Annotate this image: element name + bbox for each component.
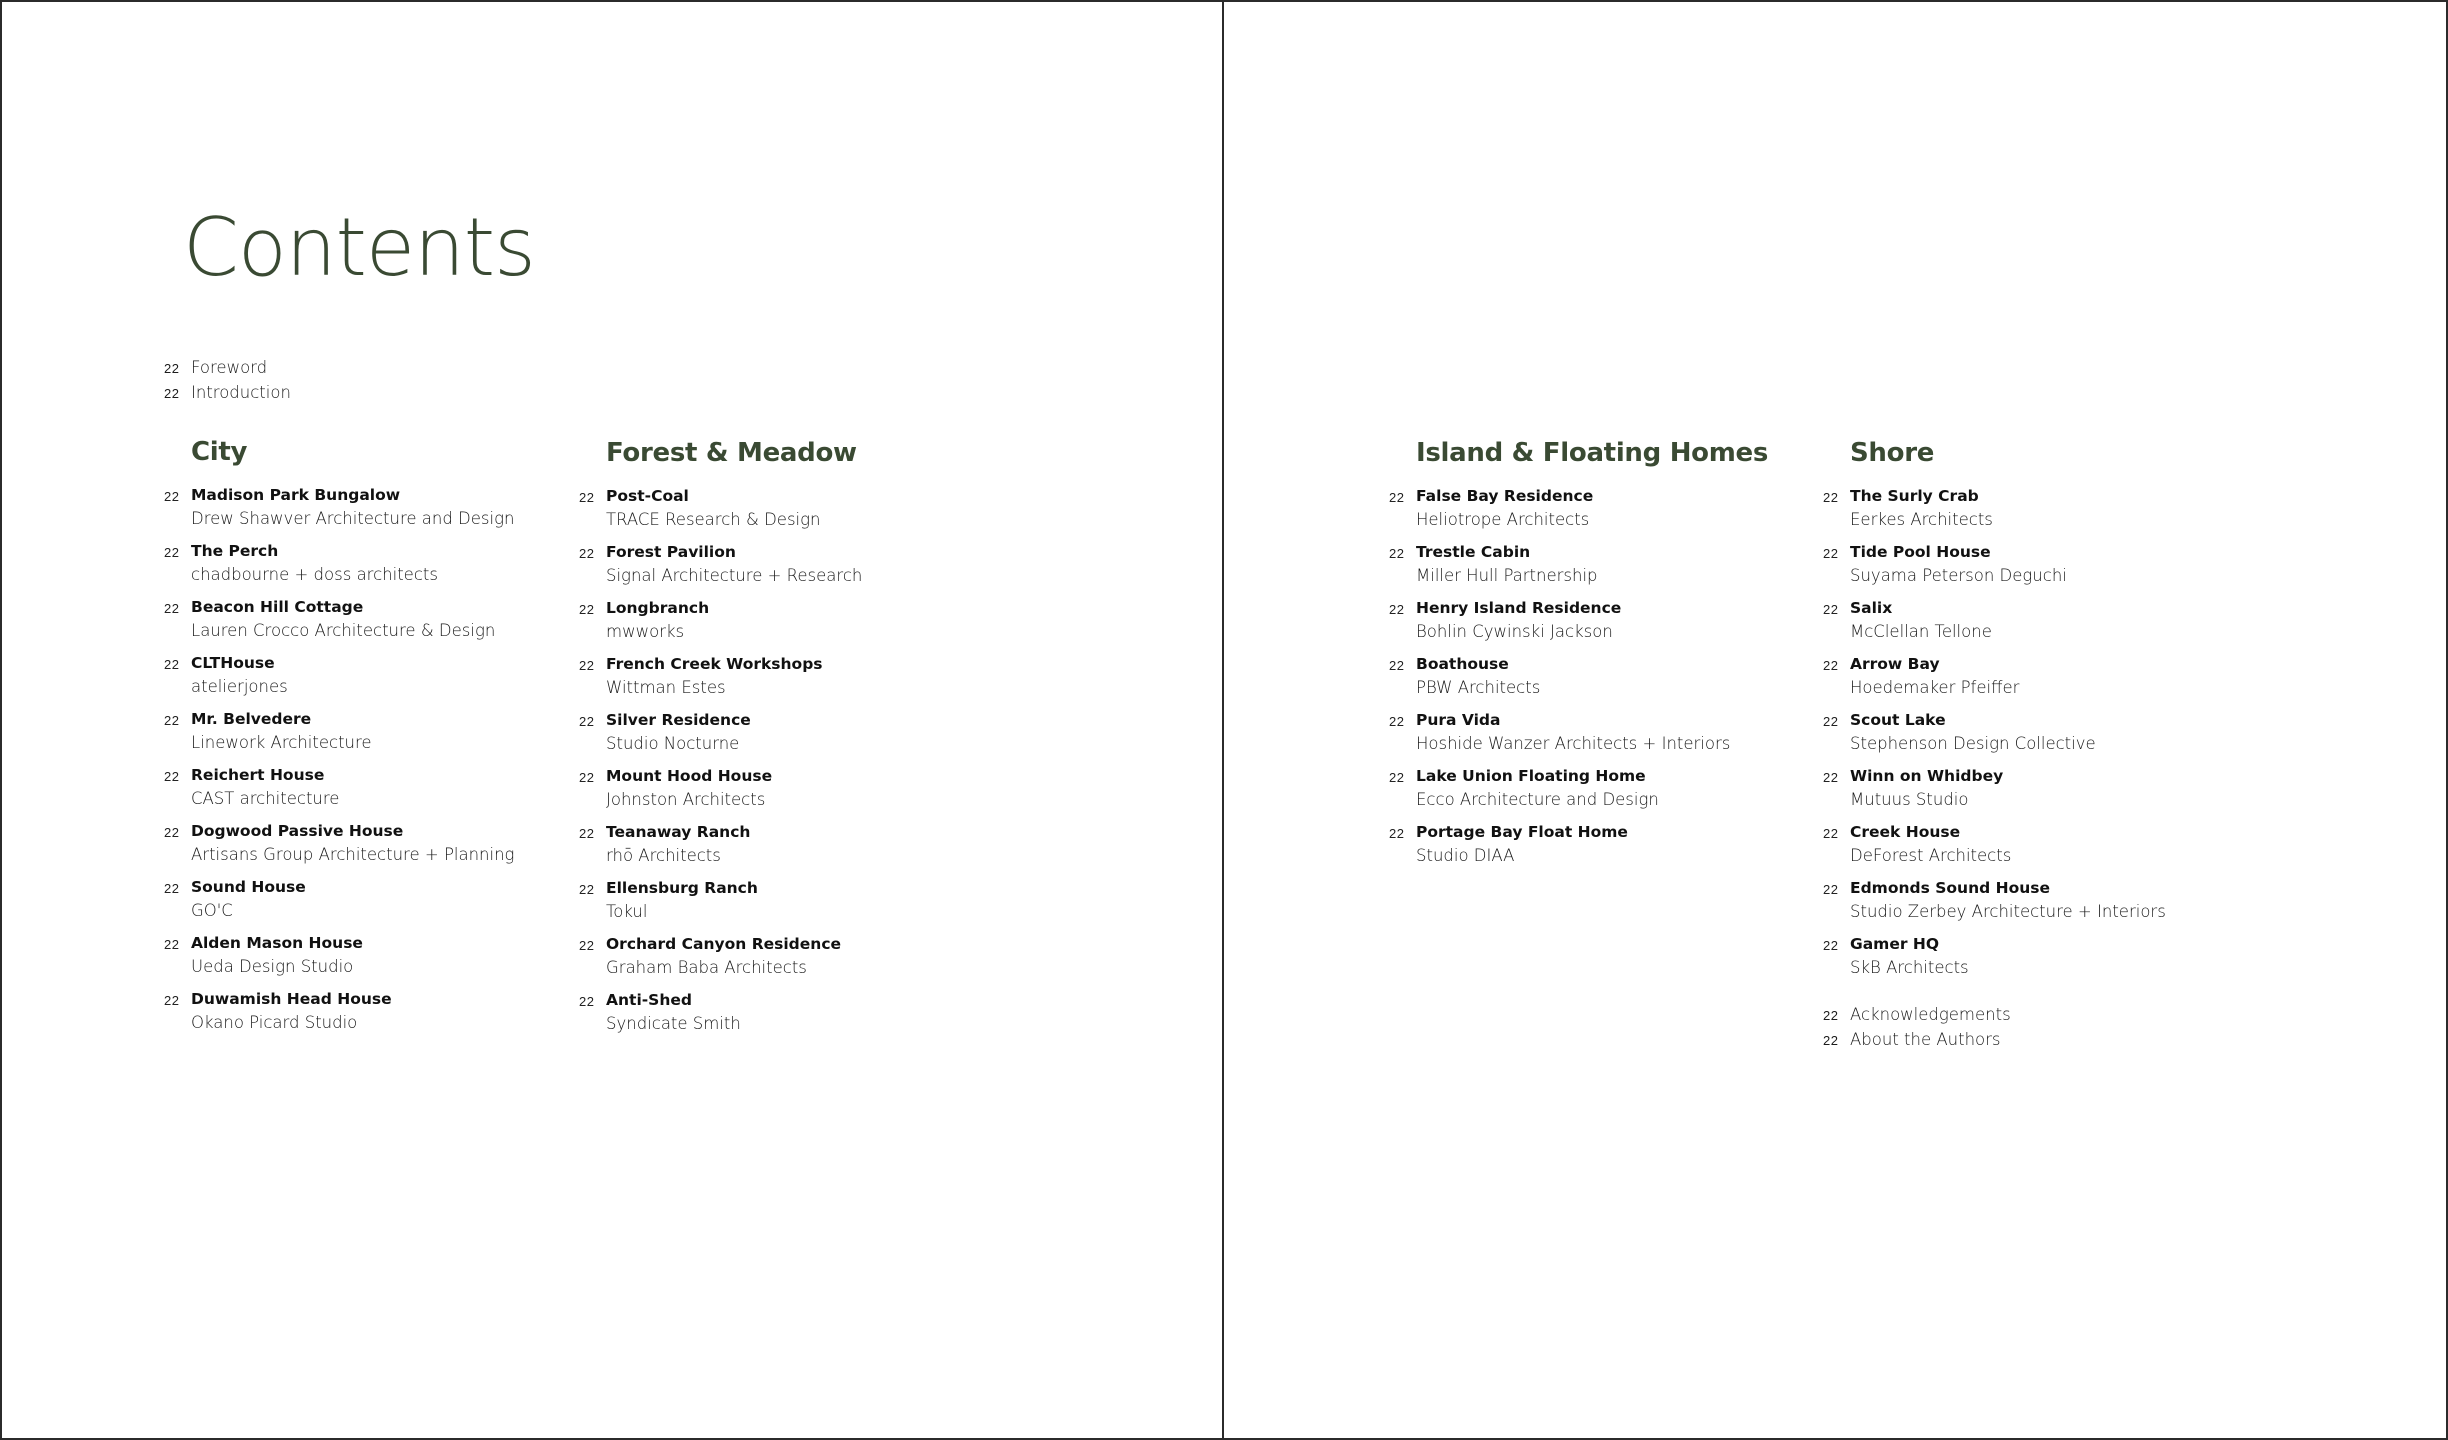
architect-name: Okano Picard Studio bbox=[191, 1013, 358, 1032]
back-matter-item[interactable] bbox=[1823, 1030, 2011, 1055]
architect-name: mwworks bbox=[606, 622, 685, 641]
page-number: 22 bbox=[579, 602, 595, 617]
architect-name: CAST architecture bbox=[191, 789, 340, 808]
project-name: Creek House bbox=[1850, 823, 1961, 841]
toc-entry[interactable] bbox=[1823, 543, 2166, 599]
architect-name: Ueda Design Studio bbox=[191, 957, 354, 976]
project-name: Arrow Bay bbox=[1850, 655, 1940, 673]
page-number: 22 bbox=[579, 882, 595, 897]
page-number: 22 bbox=[579, 546, 595, 561]
architect-name: atelierjones bbox=[191, 677, 288, 696]
architect-name: Syndicate Smith bbox=[606, 1014, 741, 1033]
project-name: Lake Union Floating Home bbox=[1416, 767, 1646, 785]
project-name: Mount Hood House bbox=[606, 767, 773, 785]
architect-name: Linework Architecture bbox=[191, 733, 372, 752]
front-matter-item[interactable] bbox=[164, 358, 291, 383]
front-matter-label: Foreword bbox=[191, 358, 268, 377]
section-island-floating-homes bbox=[1389, 440, 1768, 879]
page-number: 22 bbox=[579, 714, 595, 729]
section-heading: City bbox=[191, 437, 248, 467]
architect-name: Hoshide Wanzer Architects + Interiors bbox=[1416, 734, 1731, 753]
architect-name: Studio Zerbey Architecture + Interiors bbox=[1850, 902, 2166, 921]
architect-name: Studio DIAA bbox=[1416, 846, 1515, 865]
project-name: Beacon Hill Cottage bbox=[191, 598, 364, 616]
page-number: 22 bbox=[1823, 490, 1839, 505]
page-number: 22 bbox=[164, 601, 180, 616]
page-number: 22 bbox=[1823, 826, 1839, 841]
page-number: 22 bbox=[1823, 882, 1839, 897]
page-number: 22 bbox=[1823, 1033, 1839, 1048]
architect-name: Tokul bbox=[606, 902, 648, 921]
page-number: 22 bbox=[579, 994, 595, 1009]
project-name: Anti-Shed bbox=[606, 991, 692, 1009]
project-name: Salix bbox=[1850, 599, 1893, 617]
project-name: Silver Residence bbox=[606, 711, 751, 729]
front-matter-item[interactable] bbox=[164, 383, 291, 408]
toc-entry[interactable] bbox=[579, 599, 862, 655]
toc-entry[interactable] bbox=[1823, 599, 2166, 655]
page-number: 22 bbox=[1389, 770, 1405, 785]
toc-entry[interactable] bbox=[1389, 543, 1768, 599]
architect-name: Johnston Architects bbox=[606, 790, 766, 809]
toc-entry[interactable] bbox=[1823, 823, 2166, 879]
page-number: 22 bbox=[164, 993, 180, 1008]
page-number: 22 bbox=[1389, 658, 1405, 673]
page-number: 22 bbox=[1823, 602, 1839, 617]
project-name: Edmonds Sound House bbox=[1850, 879, 2051, 897]
section-shore bbox=[1823, 440, 2166, 991]
architect-name: rhō Architects bbox=[606, 846, 721, 865]
project-name: The Surly Crab bbox=[1850, 487, 1979, 505]
project-name: Madison Park Bungalow bbox=[191, 486, 401, 504]
architect-name: Mutuus Studio bbox=[1850, 790, 1969, 809]
section-heading: Forest & Meadow bbox=[606, 438, 857, 468]
architect-name: McClellan Tellone bbox=[1850, 622, 1992, 641]
toc-entry[interactable] bbox=[1823, 655, 2166, 711]
page-title: Contents bbox=[183, 201, 535, 294]
architect-name: Miller Hull Partnership bbox=[1416, 566, 1598, 585]
architect-name: Eerkes Architects bbox=[1850, 510, 1993, 529]
project-name: Duwamish Head House bbox=[191, 990, 392, 1008]
architect-name: TRACE Research & Design bbox=[606, 510, 821, 529]
page-number: 22 bbox=[1823, 1008, 1839, 1023]
toc-entry[interactable] bbox=[1389, 599, 1768, 655]
page-number: 22 bbox=[579, 490, 595, 505]
toc-entry[interactable] bbox=[1823, 935, 2166, 991]
toc-entry[interactable] bbox=[579, 879, 862, 935]
toc-entry[interactable] bbox=[164, 598, 514, 654]
architect-name: Bohlin Cywinski Jackson bbox=[1416, 622, 1613, 641]
project-name: Scout Lake bbox=[1850, 711, 1946, 729]
toc-entry[interactable] bbox=[1823, 879, 2166, 935]
project-name: Mr. Belvedere bbox=[191, 710, 312, 728]
project-name: Forest Pavilion bbox=[606, 543, 736, 561]
architect-name: SkB Architects bbox=[1850, 958, 1969, 977]
architect-name: Signal Architecture + Research bbox=[606, 566, 863, 585]
project-name: Post-Coal bbox=[606, 487, 689, 505]
page-number: 22 bbox=[579, 770, 595, 785]
section-heading: Shore bbox=[1850, 438, 1935, 468]
toc-entry[interactable] bbox=[164, 542, 514, 598]
page-number: 22 bbox=[164, 361, 180, 376]
architect-name: Stephenson Design Collective bbox=[1850, 734, 2096, 753]
project-name: Winn on Whidbey bbox=[1850, 767, 2004, 785]
page-number: 22 bbox=[1389, 546, 1405, 561]
section-city bbox=[164, 439, 514, 1046]
toc-entry[interactable] bbox=[1389, 711, 1768, 767]
page-number: 22 bbox=[1389, 826, 1405, 841]
architect-name: GO'C bbox=[191, 901, 233, 920]
toc-entry[interactable] bbox=[1389, 823, 1768, 879]
architect-name: Wittman Estes bbox=[606, 678, 726, 697]
page-number: 22 bbox=[1823, 770, 1839, 785]
architect-name: Drew Shawver Architecture and Design bbox=[191, 509, 515, 528]
architect-name: chadbourne + doss architects bbox=[191, 565, 438, 584]
project-name: Tide Pool House bbox=[1850, 543, 1991, 561]
back-matter-list bbox=[1823, 1005, 2011, 1055]
architect-name: Ecco Architecture and Design bbox=[1416, 790, 1659, 809]
toc-entry[interactable] bbox=[1389, 487, 1768, 543]
toc-entry[interactable] bbox=[1389, 767, 1768, 823]
project-name: Ellensburg Ranch bbox=[606, 879, 758, 897]
project-name: Henry Island Residence bbox=[1416, 599, 1622, 617]
project-name: Longbranch bbox=[606, 599, 710, 617]
architect-name: Artisans Group Architecture + Planning bbox=[191, 845, 515, 864]
architect-name: DeForest Architects bbox=[1850, 846, 2012, 865]
page-number: 22 bbox=[164, 489, 180, 504]
toc-entry[interactable] bbox=[579, 543, 862, 599]
project-name: Dogwood Passive House bbox=[191, 822, 404, 840]
front-matter-label: Introduction bbox=[191, 383, 291, 402]
toc-entry[interactable] bbox=[579, 487, 862, 543]
toc-entry[interactable] bbox=[1823, 487, 2166, 543]
page-number: 22 bbox=[1823, 546, 1839, 561]
toc-entry[interactable] bbox=[164, 822, 514, 878]
project-name: The Perch bbox=[191, 542, 279, 560]
project-name: Teanaway Ranch bbox=[606, 823, 751, 841]
page-number: 22 bbox=[579, 658, 595, 673]
toc-entry[interactable] bbox=[164, 934, 514, 990]
page-number: 22 bbox=[1389, 714, 1405, 729]
page-number: 22 bbox=[164, 937, 180, 952]
toc-entry[interactable] bbox=[1389, 655, 1768, 711]
architect-name: Studio Nocturne bbox=[606, 734, 740, 753]
architect-name: Suyama Peterson Deguchi bbox=[1850, 566, 2067, 585]
architect-name: Graham Baba Architects bbox=[606, 958, 807, 977]
toc-entry[interactable] bbox=[579, 711, 862, 767]
toc-entry[interactable] bbox=[164, 486, 514, 542]
section-forest-meadow bbox=[579, 440, 862, 1047]
architect-name: PBW Architects bbox=[1416, 678, 1541, 697]
page-number: 22 bbox=[164, 386, 180, 401]
page-number: 22 bbox=[1389, 490, 1405, 505]
page-number: 22 bbox=[1823, 714, 1839, 729]
toc-entry[interactable] bbox=[164, 878, 514, 934]
back-matter-label: About the Authors bbox=[1850, 1030, 2001, 1049]
toc-entry[interactable] bbox=[1823, 711, 2166, 767]
page-number: 22 bbox=[164, 825, 180, 840]
project-name: CLTHouse bbox=[191, 654, 275, 672]
page-number: 22 bbox=[164, 769, 180, 784]
toc-entry[interactable] bbox=[164, 654, 514, 710]
section-heading: Island & Floating Homes bbox=[1416, 438, 1769, 468]
toc-entry[interactable] bbox=[579, 991, 862, 1047]
project-name: Boathouse bbox=[1416, 655, 1509, 673]
page-number: 22 bbox=[164, 657, 180, 672]
back-matter-label: Acknowledgements bbox=[1850, 1005, 2011, 1024]
project-name: Orchard Canyon Residence bbox=[606, 935, 842, 953]
project-name: Pura Vida bbox=[1416, 711, 1501, 729]
architect-name: Lauren Crocco Architecture & Design bbox=[191, 621, 496, 640]
toc-entry[interactable] bbox=[1823, 767, 2166, 823]
architect-name: Heliotrope Architects bbox=[1416, 510, 1590, 529]
page-number: 22 bbox=[164, 881, 180, 896]
page-number: 22 bbox=[1823, 658, 1839, 673]
project-name: Sound House bbox=[191, 878, 306, 896]
toc-entry[interactable] bbox=[579, 935, 862, 991]
toc-entry[interactable] bbox=[579, 823, 862, 879]
page-number: 22 bbox=[579, 938, 595, 953]
page-number: 22 bbox=[164, 545, 180, 560]
toc-entry[interactable] bbox=[579, 655, 862, 711]
project-name: False Bay Residence bbox=[1416, 487, 1594, 505]
page-number: 22 bbox=[1823, 938, 1839, 953]
project-name: Alden Mason House bbox=[191, 934, 363, 952]
back-matter-item[interactable] bbox=[1823, 1005, 2011, 1030]
project-name: Reichert House bbox=[191, 766, 325, 784]
project-name: French Creek Workshops bbox=[606, 655, 823, 673]
architect-name: Hoedemaker Pfeiffer bbox=[1850, 678, 2020, 697]
page-number: 22 bbox=[1389, 602, 1405, 617]
project-name: Gamer HQ bbox=[1850, 935, 1940, 953]
front-matter-list bbox=[164, 358, 291, 408]
page-number: 22 bbox=[164, 713, 180, 728]
page-number: 22 bbox=[579, 826, 595, 841]
toc-entry[interactable] bbox=[164, 990, 514, 1046]
project-name: Trestle Cabin bbox=[1416, 543, 1531, 561]
toc-entry[interactable] bbox=[164, 710, 514, 766]
toc-entry[interactable] bbox=[579, 767, 862, 823]
toc-entry[interactable] bbox=[164, 766, 514, 822]
project-name: Portage Bay Float Home bbox=[1416, 823, 1628, 841]
